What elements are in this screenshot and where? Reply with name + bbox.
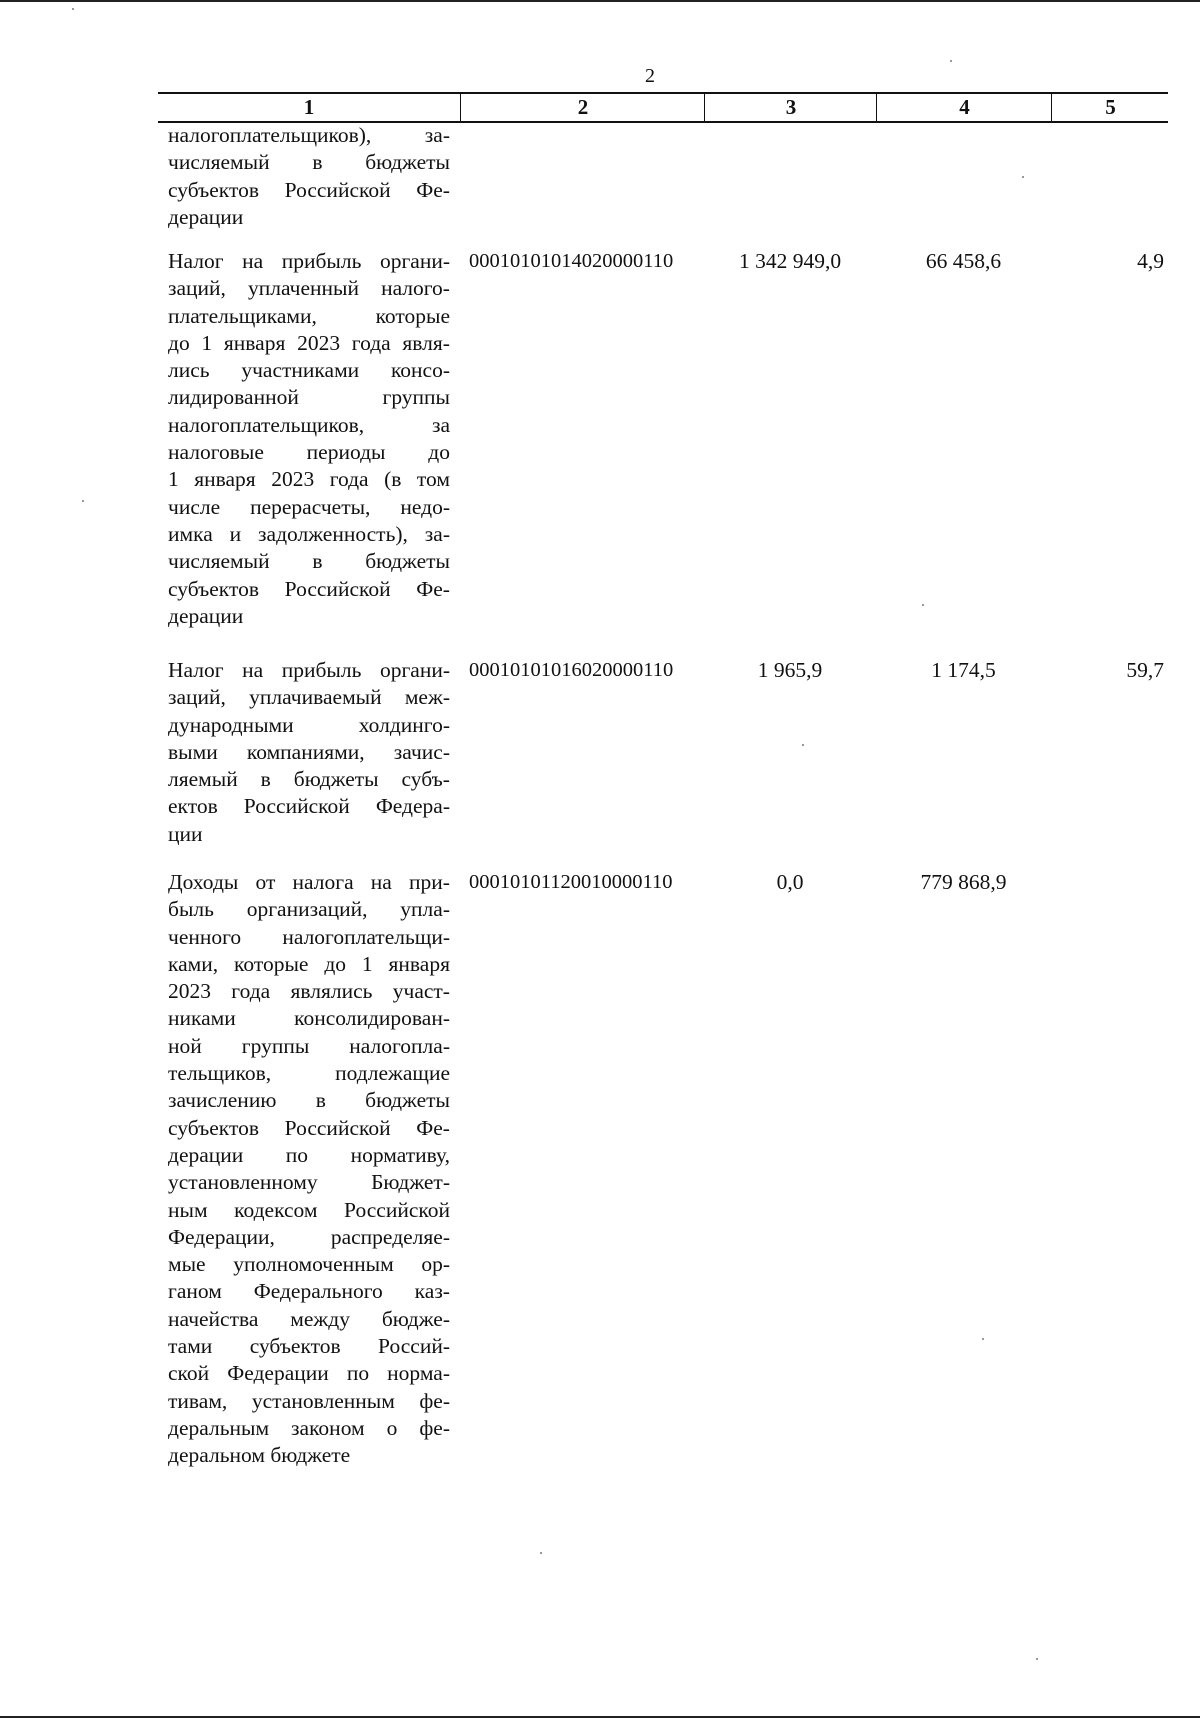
header-col-1: 1 (303, 95, 315, 119)
description-line: деральным законом о фе- (168, 1415, 450, 1440)
description-line: выми компаниями, зачис- (168, 739, 450, 764)
description-line: лись участниками консо- (168, 358, 450, 383)
description-line: Доходы от налога на при- (168, 870, 450, 894)
value-col-5 (1051, 248, 1168, 275)
description-line: числе перерасчеты, недо- (168, 494, 450, 519)
description-line: субъектов Российской Фе- (168, 576, 450, 601)
description-line: числяемый в бюджеты (168, 150, 450, 175)
description-line: числяемый в бюджеты (168, 549, 450, 574)
value-col-5 (1051, 657, 1168, 684)
header-col-5: 5 (1051, 94, 1169, 121)
budget-code: 00010101120010000110 (469, 871, 673, 893)
description-line: Налог на прибыль органи- (168, 658, 450, 682)
value-col-4: 1 174,5 (931, 658, 996, 682)
scan-speck (982, 1338, 984, 1340)
description-line: плательщиками, которые (168, 303, 450, 328)
page-edge-bottom (0, 1716, 1200, 1718)
description-line: никами консолидирован- (168, 1006, 450, 1031)
value-col-4: 779 868,9 (920, 870, 1007, 894)
row-description (168, 248, 450, 630)
value-col-5 (1051, 869, 1168, 896)
scan-speck (950, 60, 952, 62)
description-line: начейства между бюдже- (168, 1306, 450, 1331)
description-line: дерации (168, 603, 244, 628)
description-line: деральном бюджете (168, 1443, 351, 1468)
value-col-4: 66 458,6 (925, 249, 1002, 273)
description-line: мые уполномоченным ор- (168, 1252, 450, 1277)
scan-speck (72, 8, 74, 10)
description-line: ной группы налогопла- (168, 1033, 450, 1058)
description-line: установленному Бюджет- (168, 1170, 450, 1195)
header-col-4: 4 (876, 94, 1052, 121)
table-header (158, 92, 1168, 123)
description-line: налогоплательщиков), за- (168, 123, 450, 147)
budget-code: 00010101014020000110 (469, 250, 674, 272)
scan-speck (1022, 176, 1024, 178)
percent-value (1164, 870, 1168, 894)
description-line: до 1 января 2023 года явля- (168, 330, 450, 355)
description-line: 2023 года являлись участ- (168, 979, 450, 1004)
description-line: тельщиков, подлежащие (168, 1061, 450, 1086)
row-description (168, 869, 450, 1470)
percent-value: 59,7 (1126, 658, 1164, 682)
description-line: ской Федерации по норма- (168, 1361, 450, 1386)
scan-speck (922, 604, 924, 606)
header-col-2: 2 (460, 94, 705, 121)
description-line: лидированной группы (168, 385, 450, 410)
description-line: дународными холдинго- (168, 712, 450, 737)
description-line: быль организаций, упла- (168, 897, 450, 922)
description-line: ным кодексом Российской (168, 1197, 450, 1222)
description-line: налоговые периоды до (168, 440, 450, 465)
scan-speck (802, 744, 804, 746)
scan-speck (540, 1552, 542, 1554)
value-col-3: 0,0 (776, 870, 804, 894)
value-col-3: 1 342 949,0 (738, 249, 842, 273)
description-line: дерации (168, 204, 244, 229)
description-line: заций, уплачиваемый меж- (168, 685, 450, 710)
value-col-3: 1 965,9 (757, 658, 823, 682)
scan-speck (1036, 1658, 1038, 1660)
row-description (168, 657, 450, 848)
scan-speck (82, 500, 84, 502)
row-description (168, 122, 450, 231)
description-line: зачислению в бюджеты (168, 1088, 450, 1113)
description-line: ции (168, 821, 203, 846)
description-line: заций, уплаченный налого- (168, 276, 450, 301)
description-line: тами субъектов Россий- (168, 1334, 450, 1359)
percent-value: 4,9 (1137, 249, 1164, 273)
description-line: Федерации, распределяе- (168, 1224, 450, 1249)
description-line: ченного налогоплательщи- (168, 924, 450, 949)
description-line: налогоплательщиков, за (168, 412, 450, 437)
description-line: дерации по нормативу, (168, 1142, 450, 1167)
description-line: ектов Российской Федера- (168, 794, 450, 819)
header-col-3: 3 (704, 94, 877, 121)
description-line: тивам, установленным фе- (168, 1388, 450, 1413)
description-line: ками, которые до 1 января (168, 951, 450, 976)
description-line: имка и задолженность), за- (168, 521, 450, 546)
description-line: 1 января 2023 года (в том (168, 467, 450, 492)
page-number: 2 (645, 65, 655, 87)
description-line: субъектов Российской Фе- (168, 177, 450, 202)
description-line: субъектов Российской Фе- (168, 1115, 450, 1140)
description-line: ляемый в бюджеты субъ- (168, 767, 450, 792)
description-line: Налог на прибыль органи- (168, 249, 450, 273)
budget-code: 00010101016020000110 (469, 659, 674, 681)
page-edge-top (0, 0, 1200, 2)
description-line: ганом Федерального каз- (168, 1279, 450, 1304)
